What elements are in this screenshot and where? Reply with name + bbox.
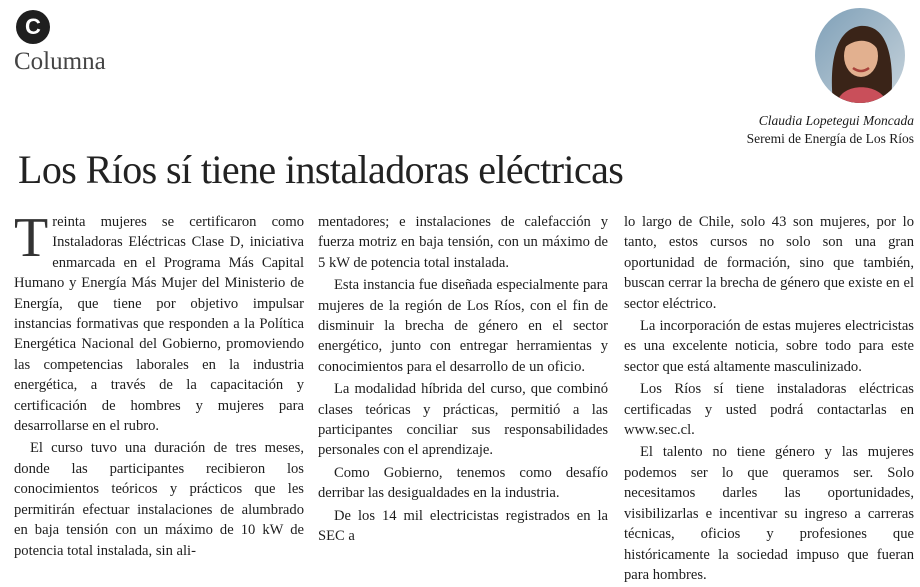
paragraph: De los 14 mil electricistas registrados en la SEC a	[318, 507, 608, 545]
paragraph: La modalidad híbrida del curso, que combinó clases teóricas y prácticas, permitió a las participantes conciliar sus responsabilidades personales con el aprendizaje.	[318, 381, 608, 459]
drop-cap: T	[14, 207, 49, 269]
section-label: Columna	[14, 48, 106, 75]
headline: Los Ríos sí tiene instaladoras eléctricas	[18, 147, 624, 192]
article-column-3	[624, 212, 914, 587]
paragraph: El talento no tiene género y las mujeres podemos ser lo que queramos ser. Solo necesitamos darles las oportunidades, visibilizarlas e incentivar su ingreso a carreras técnicas, oficios y profesiones que históricamente la sociedad impuso que fueran para hombres.	[624, 444, 914, 583]
author-name: Claudia Lopetegui Moncada	[758, 113, 914, 128]
author-role: Seremi de Energía de Los Ríos	[746, 131, 914, 146]
paragraph: El curso tuvo una duración de tres meses, donde las participantes recibieron los conocimientos teóricos y prácticos que les permitirán efectuar instalaciones de alumbrado en baja tensión con un máximo de 10 kW de potencia total instalada, sin ali-	[14, 440, 304, 559]
column-badge	[16, 10, 50, 44]
paragraph	[14, 207, 304, 436]
paragraph: La incorporación de estas mujeres electricistas es una excelente noticia, sobre todo para este sector que está altamente masculinizado.	[624, 318, 914, 375]
author-photo	[815, 8, 905, 103]
paragraph: Esta instancia fue diseñada especialmente para mujeres de la región de Los Ríos, con el fin de disminuir la brecha de género en el sector energético, junto con entregar herramientas y conocimientos para el desarrollo de un oficio.	[318, 277, 608, 375]
paragraph: mentadores; e instalaciones de calefacción y fuerza motriz en baja tensión, con un máximo de 5 kW de potencia total instalada.	[318, 214, 608, 271]
paragraph: Como Gobierno, tenemos como desafío derribar las desigualdades en la industria.	[318, 464, 608, 502]
article-column-2	[318, 212, 608, 549]
paragraph: Los Ríos sí tiene instaladoras eléctricas certificadas y usted podrá contactarlas en www.sec.cl.	[624, 381, 914, 439]
paragraph-text: reinta mujeres se certificaron como Instaladoras Eléctricas Clase D, iniciativa enmarcada en el Programa Más Capital Humano y Energía Más Mujer del Ministerio de Energía, que tiene por objetivo impulsar instancias formativas que responden a la Política Energética Nacional del Gobierno, promoviendo las competencias laborales en la industria energética, a través de la capacitación y certificación de hombres y mujeres para desarrollarse en el rubro.	[14, 214, 304, 435]
article-column-1	[14, 207, 304, 563]
author-byline	[747, 112, 914, 148]
paragraph: lo largo de Chile, solo 43 son mujeres, por lo tanto, estos cursos no solo son una gran oportunidad de formación, sino que también, buscan cerrar la brecha de género que existe en el sector eléctrico.	[624, 214, 914, 312]
badge-letter: C	[25, 14, 41, 39]
